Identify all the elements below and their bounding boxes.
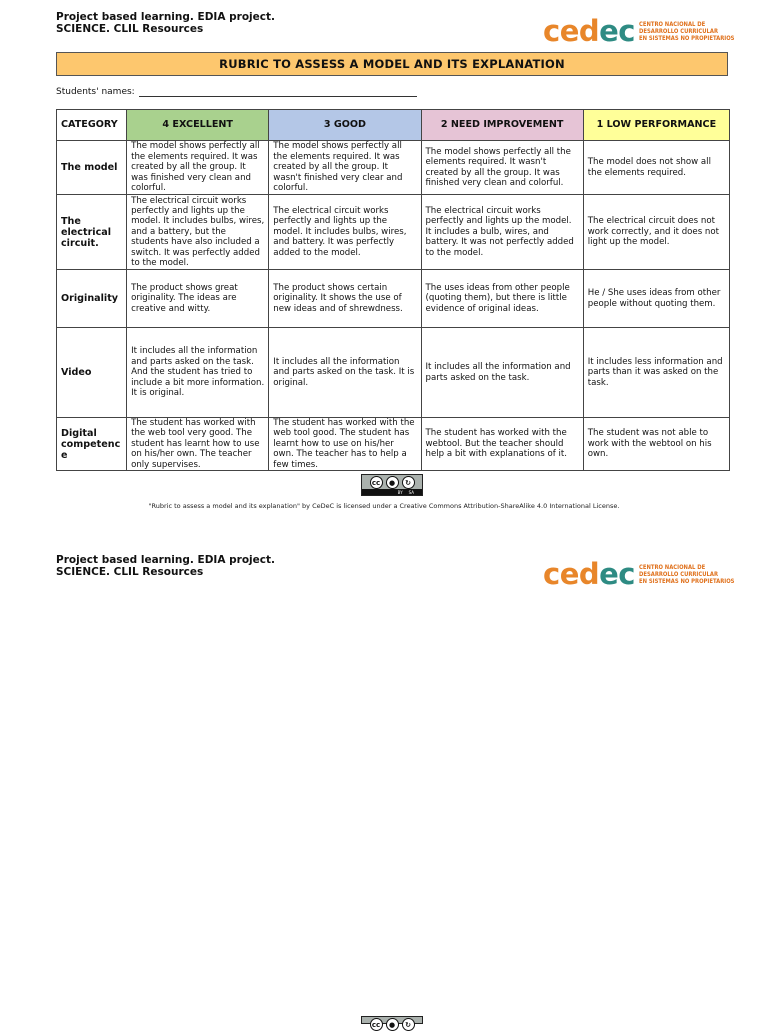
header-excellent: 4 EXCELLENT <box>127 110 269 141</box>
row-category: Originality <box>57 270 127 328</box>
row-category: Video <box>57 328 127 418</box>
table-cell: The student has worked with the web tool very good. The student has learnt how to use on his/her own. The teacher only supervises. <box>127 418 269 471</box>
table-cell: It includes all the information and parts asked on the task. It is original. <box>269 328 421 418</box>
table-cell: The electrical circuit works perfectly and lights up the model. It includes bulbs, wires, and battery. It was perfectly added to the model. <box>269 195 421 270</box>
cedec-logo-word: cedec <box>543 557 635 591</box>
table-cell: The student has worked with the webtool. But the teacher should help a bit with explanations of it. <box>421 418 583 471</box>
document-header <box>56 11 275 35</box>
header-need-improvement: 2 NEED IMPROVEMENT <box>421 110 583 141</box>
table-cell: The product shows great originality. The ideas are creative and witty. <box>127 270 269 328</box>
table-cell: The electrical circuit works perfectly and lights up the model. It includes a bulb, wires, and battery. It was not perfectly added to the model. <box>421 195 583 270</box>
header-low-performance: 1 LOW PERFORMANCE <box>583 110 729 141</box>
cc-license-badge[interactable] <box>361 474 423 496</box>
cedec-logo-tagline: CENTRO NACIONAL DE DESARROLLO CURRICULAR EN SISTEMAS NO PROPIETARIOS <box>638 20 735 42</box>
table-cell: It includes all the information and parts asked on the task. And the student has tried to include a bit more information. It is original. <box>127 328 269 418</box>
table-cell: It includes less information and parts than it was asked on the task. <box>583 328 729 418</box>
students-names-label: Students' names: <box>56 87 135 97</box>
table-cell: The uses ideas from other people (quoting them), but there is little evidence of original ideas. <box>421 270 583 328</box>
table-row <box>57 270 730 328</box>
table-cell: The model shows perfectly all the elements required. It was created by all the group. It wasn't finished very clear and colorful. <box>269 141 421 195</box>
table-cell: The model shows perfectly all the elements required. It was created by all the group. It was finished very clean and colorful. <box>127 141 269 195</box>
table-header-row <box>57 110 730 141</box>
cedec-logo-word: cedec <box>543 14 635 48</box>
row-category: The electrical circuit. <box>57 195 127 270</box>
cedec-logo <box>543 16 751 46</box>
page-footer-header <box>56 554 275 578</box>
rubric-title: RUBRIC TO ASSESS A MODEL AND ITS EXPLANATION <box>56 52 728 76</box>
header-good: 3 GOOD <box>269 110 421 141</box>
header-line-2: SCIENCE. CLIL Resources <box>56 23 204 35</box>
row-category: Digital competenc e <box>57 418 127 471</box>
table-cell: The student has worked with the web tool good. The student has learnt how to use on his/her own. The teacher has to help a few times. <box>269 418 421 471</box>
students-names-field <box>56 87 417 97</box>
table-cell: The model shows perfectly all the elements required. It wasn't created by all the group. It was finished very clean and colorful. <box>421 141 583 195</box>
attribution-icon: ● <box>386 1018 399 1031</box>
rubric-table <box>56 109 730 471</box>
table-row <box>57 141 730 195</box>
footer-line-2: SCIENCE. CLIL Resources <box>56 566 204 578</box>
header-line-1: Project based learning. EDIA project. <box>56 11 275 23</box>
table-cell: The electrical circuit does not work correctly, and it does not light up the model. <box>583 195 729 270</box>
cc-badge-strip: BY SA <box>362 489 422 495</box>
share-alike-icon: ↻ <box>402 1018 415 1031</box>
table-cell: The model does not show all the elements required. <box>583 141 729 195</box>
table-cell: The student was not able to work with the webtool on his own. <box>583 418 729 471</box>
attribution-icon: ● <box>386 476 399 489</box>
table-cell: The electrical circuit works perfectly and lights up the model. It includes bulbs, wires, and a battery, but the students have also included a switch. It was perfectly added to the model. <box>127 195 269 270</box>
table-cell: He / She uses ideas from other people without quoting them. <box>583 270 729 328</box>
cc-icon: cc <box>370 1018 383 1031</box>
table-row <box>57 328 730 418</box>
cedec-logo-tagline: CENTRO NACIONAL DE DESARROLLO CURRICULAR EN SISTEMAS NO PROPIETARIOS <box>638 563 735 585</box>
cc-icon: cc <box>370 476 383 489</box>
table-row <box>57 195 730 270</box>
table-cell: It includes all the information and parts asked on the task. <box>421 328 583 418</box>
cc-license-badge-bottom <box>361 1016 423 1029</box>
students-names-line <box>139 87 417 97</box>
footer-line-1: Project based learning. EDIA project. <box>56 554 275 566</box>
row-category: The model <box>57 141 127 195</box>
share-alike-icon: ↻ <box>402 476 415 489</box>
cedec-logo-footer <box>543 559 751 589</box>
license-text[interactable]: "Rubric to assess a model and its explanation" by CeDeC is licensed under a Creative Commons Attribution-ShareAlike 4.0 International License. <box>148 502 620 510</box>
table-cell: The product shows certain originality. It shows the use of new ideas and of shrewdness. <box>269 270 421 328</box>
header-category: CATEGORY <box>57 110 127 141</box>
table-row <box>57 418 730 471</box>
